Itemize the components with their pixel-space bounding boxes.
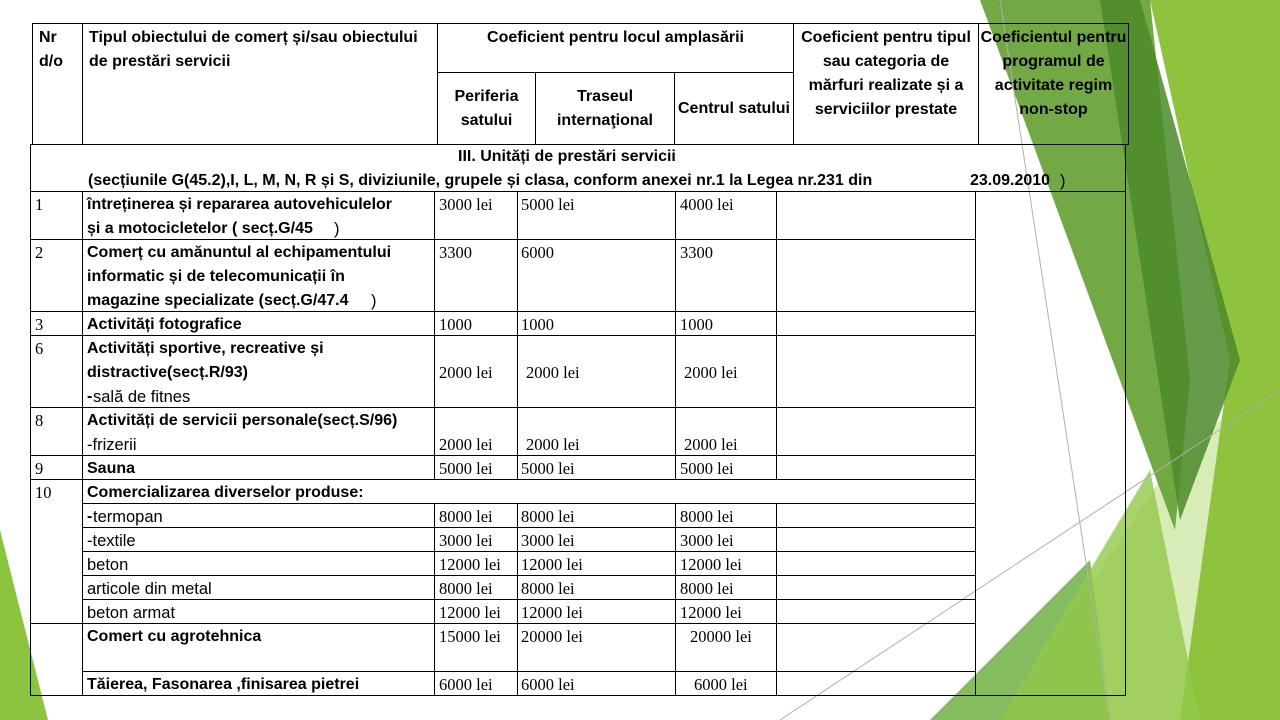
row-piatra-name: Tăierea, Fasonarea ,finisarea pietrei [87, 676, 360, 693]
header-loc-text: Coeficient pentru locul amplasării [487, 29, 744, 46]
row-2-centrul: 3300 [680, 243, 713, 262]
section-subtitle-b: 23.09.2010 [970, 172, 1051, 189]
grid-line [975, 191, 976, 696]
header-periferia-text: Periferia satului [454, 87, 519, 129]
sub-2-periferia: 3000 lei [439, 531, 493, 550]
sub-4-traseul: 8000 lei [521, 579, 575, 598]
row-2-name-2: informatic și de telecomunicații în [87, 268, 345, 285]
sub-5-traseul: 12000 lei [521, 603, 583, 622]
row-piatra-centrul: 6000 lei [694, 675, 748, 694]
row-8-nr: 8 [35, 411, 44, 430]
grid-line [30, 455, 976, 456]
row-1-nr: 1 [35, 195, 44, 214]
row-6-nr: 6 [35, 339, 44, 358]
sub-4-periferia: 8000 lei [439, 579, 493, 598]
row-6-name-1: Activități sportive, recreative și [87, 340, 324, 357]
row-1-name-2b: ) [334, 220, 340, 238]
row-1-traseul: 5000 lei [521, 195, 575, 214]
row-3-nr: 3 [35, 315, 44, 334]
row-6-periferia: 2000 lei [439, 363, 493, 382]
row-3-centrul: 1000 [680, 315, 713, 334]
header-coef-program-text: Coeficientul pentru programul de activitate regim non-stop [980, 29, 1127, 118]
row-3-periferia: 1000 [439, 315, 472, 334]
sub-1-periferia: 8000 lei [439, 507, 493, 526]
row-1-centrul: 4000 lei [680, 195, 734, 214]
row-9-nr: 9 [35, 459, 44, 478]
sub-1-name-a: - [87, 508, 93, 525]
sub-3-periferia: 12000 lei [439, 555, 501, 574]
header-periferia [437, 72, 536, 145]
sub-1-traseul: 8000 lei [521, 507, 575, 526]
row-9-periferia: 5000 lei [439, 459, 493, 478]
row-1-name-2a: și a motocicletelor ( secț.G/45 [87, 220, 313, 237]
row-agro-periferia: 15000 lei [439, 627, 501, 646]
sub-4-centrul: 8000 lei [680, 579, 734, 598]
row-8-name-2: -frizerii [87, 436, 137, 454]
sub-3-traseul: 12000 lei [521, 555, 583, 574]
header-centrul-text: Centrul satului [677, 99, 790, 117]
row-agro-name: Comert cu agrotehnica [87, 628, 262, 645]
row-2-periferia: 3300 [439, 243, 472, 262]
row-6-name-3a: - [87, 388, 93, 405]
section-subtitle-a: (secțiunile G(45.2),I, L, M, N, R și S, diviziunile, grupele și clasa, conform anexei nr.1 la Legea nr.231 din [88, 172, 873, 189]
grid-line [82, 671, 976, 672]
row-8-periferia: 2000 lei [439, 435, 493, 454]
row-3-traseul: 1000 [521, 315, 554, 334]
header-centrul [674, 72, 794, 145]
green-shape-left [0, 530, 48, 720]
header-tip-text: Tipul obiectului de comerț și/sau obiectului de prestări servicii [89, 29, 418, 70]
sub-2-traseul: 3000 lei [521, 531, 575, 550]
row-piatra-periferia: 6000 lei [439, 675, 493, 694]
row-10-nr: 10 [35, 483, 52, 502]
header-coef-program [978, 23, 1129, 145]
sub-4-name-b: articole din metal [87, 580, 212, 598]
grid-line [30, 479, 976, 480]
section-title: III. Unități de prestări servicii [458, 148, 676, 165]
sub-5-name-b: beton armat [87, 604, 176, 622]
row-3-name: Activități fotografice [87, 316, 242, 333]
row-6-traseul: 2000 lei [526, 363, 580, 382]
row-6-name-3b: sală de fitnes [93, 388, 191, 406]
row-10-name: Comercializarea diverselor produse: [87, 484, 364, 501]
header-nr [32, 23, 83, 145]
header-loc [437, 23, 794, 73]
row-6-name-2: distractive(secț.R/93) [87, 364, 248, 381]
sub-3-centrul: 12000 lei [680, 555, 742, 574]
grid-line [82, 191, 83, 696]
header-nr-text: Nr d/o [39, 29, 63, 70]
row-piatra-traseul: 6000 lei [521, 675, 575, 694]
row-8-traseul: 2000 lei [526, 435, 580, 454]
sub-1-name-b: termopan [93, 508, 163, 526]
sub-2-name-b: -textile [87, 532, 136, 550]
sub-3-name-b: beton [87, 556, 129, 574]
header-tip [82, 23, 438, 145]
row-1-periferia: 3000 lei [439, 195, 493, 214]
row-9-centrul: 5000 lei [680, 459, 734, 478]
grid-line [30, 191, 31, 696]
sub-1-centrul: 8000 lei [680, 507, 734, 526]
row-6-centrul: 2000 lei [684, 363, 738, 382]
header-coef-tip-text: Coeficient pentru tipul sau categoria de mărfuri realizate și a serviciilor prestate [801, 29, 971, 118]
header-coef-tip [793, 23, 979, 145]
row-9-name: Sauna [87, 460, 136, 477]
row-agro-traseul: 20000 lei [521, 627, 583, 646]
row-8-centrul: 2000 lei [684, 435, 738, 454]
header-traseul-text: Traseul internaţional [556, 87, 653, 129]
header-traseul [535, 72, 675, 145]
row-9-traseul: 5000 lei [521, 459, 575, 478]
row-2-name-3b: ) [371, 292, 377, 310]
row-2-name-3a: magazine specializate (secț.G/47.4 [87, 292, 349, 309]
sub-5-periferia: 12000 lei [439, 603, 501, 622]
sub-5-centrul: 12000 lei [680, 603, 742, 622]
sub-2-centrul: 3000 lei [680, 531, 734, 550]
row-agro-centrul: 20000 lei [690, 627, 752, 646]
section-subtitle-c: ) [1060, 172, 1066, 190]
row-2-traseul: 6000 [521, 243, 554, 262]
row-8-name-1: Activități de servicii personale(secț.S/96) [87, 412, 398, 429]
row-2-name-1: Comerț cu amănuntul al echipamentului [87, 244, 392, 261]
grid-line [1125, 191, 1126, 696]
row-2-nr: 2 [35, 243, 44, 262]
row-1-name-1: întreținerea și repararea autovehiculelor [87, 196, 393, 213]
